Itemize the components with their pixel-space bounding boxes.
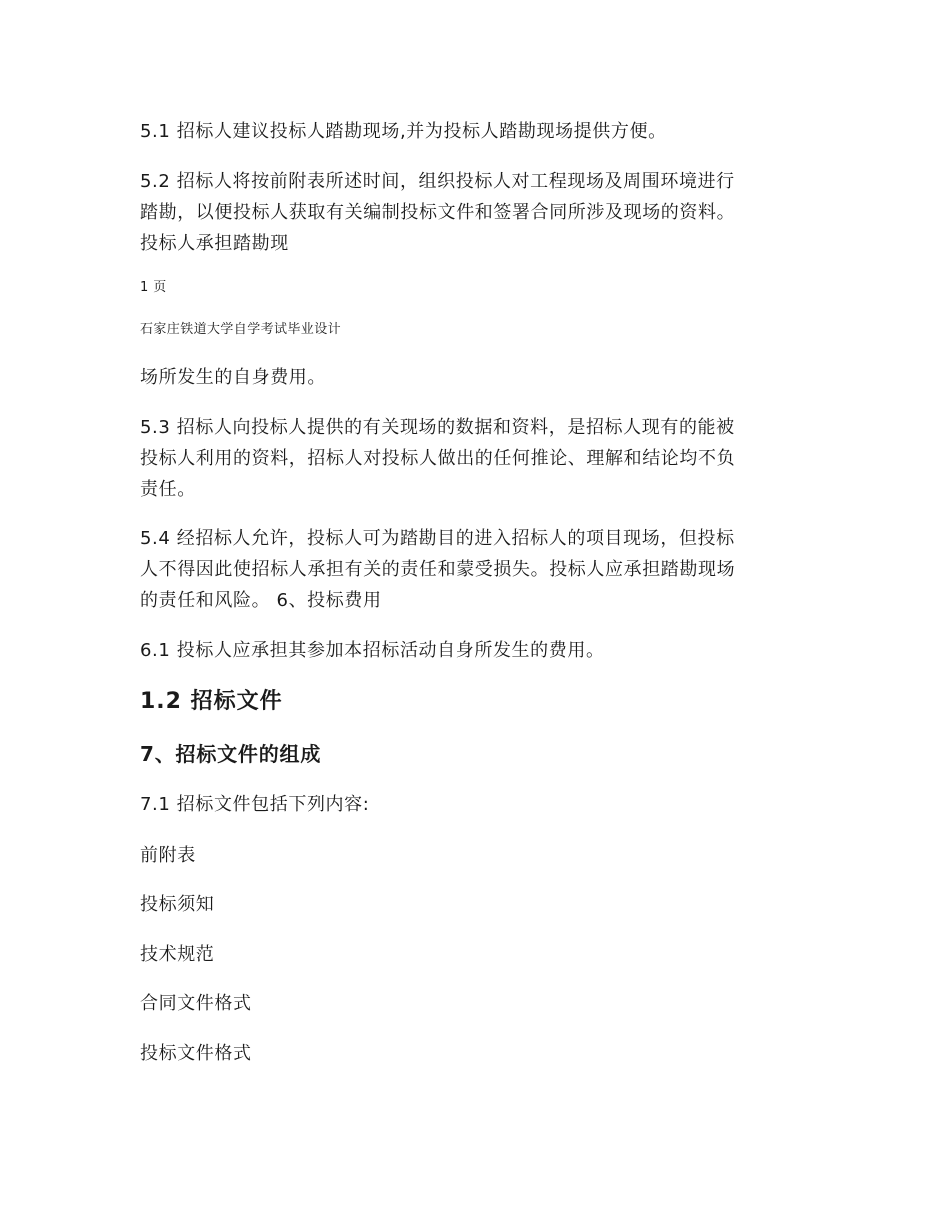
page-number: 1 页 <box>140 280 167 295</box>
paragraph-5-2-line-1: 5.2 招标人将按前附表所述时间，组织投标人对工程现场及周围环境进行 <box>140 171 735 192</box>
paragraph-5-4-line-2: 人不得因此使招标人承担有关的责任和蒙受损失。投标人应承担踏勘现场 <box>140 559 736 580</box>
contents-intro: 7.1 招标文件包括下列内容: <box>140 794 370 815</box>
list-item: 合同文件格式 <box>140 993 252 1014</box>
subsection-heading: 7、招标文件的组成 <box>140 742 322 766</box>
paragraph-5-3-line-3: 责任。 <box>140 479 196 500</box>
list-item: 技术规范 <box>140 944 215 965</box>
paragraph-5-4-line-3: 的责任和风险。 6、投标费用 <box>140 590 382 611</box>
paragraph-5-4-line-1: 5.4 经招标人允许，投标人可为踏勘目的进入招标人的项目现场，但投标 <box>140 528 735 549</box>
list-item: 前附表 <box>140 845 196 866</box>
paragraph-5-3-line-1: 5.3 招标人向投标人提供的有关现场的数据和资料，是招标人现有的能被 <box>140 417 735 438</box>
list-item: 投标须知 <box>140 894 215 915</box>
paragraph-5-1: 5.1 招标人建议投标人踏勘现场,并为投标人踏勘现场提供方便。 <box>140 121 667 142</box>
paragraph-5-2-line-2: 踏勘，以便投标人获取有关编制投标文件和签署合同所涉及现场的资料。 <box>140 202 736 223</box>
paragraph-5-2-continuation: 场所发生的自身费用。 <box>140 367 326 388</box>
paragraph-5-3-line-2: 投标人利用的资料，招标人对投标人做出的任何推论、理解和结论均不负 <box>140 448 736 469</box>
paragraph-6-1: 6.1 投标人应承担其参加本招标活动自身所发生的费用。 <box>140 640 605 661</box>
section-heading: 1.2 招标文件 <box>140 689 283 714</box>
paragraph-5-2-line-3: 投标人承担踏勘现 <box>140 233 289 254</box>
running-header: 石家庄铁道大学自学考试毕业设计 <box>140 322 342 337</box>
list-item: 投标文件格式 <box>140 1043 252 1064</box>
